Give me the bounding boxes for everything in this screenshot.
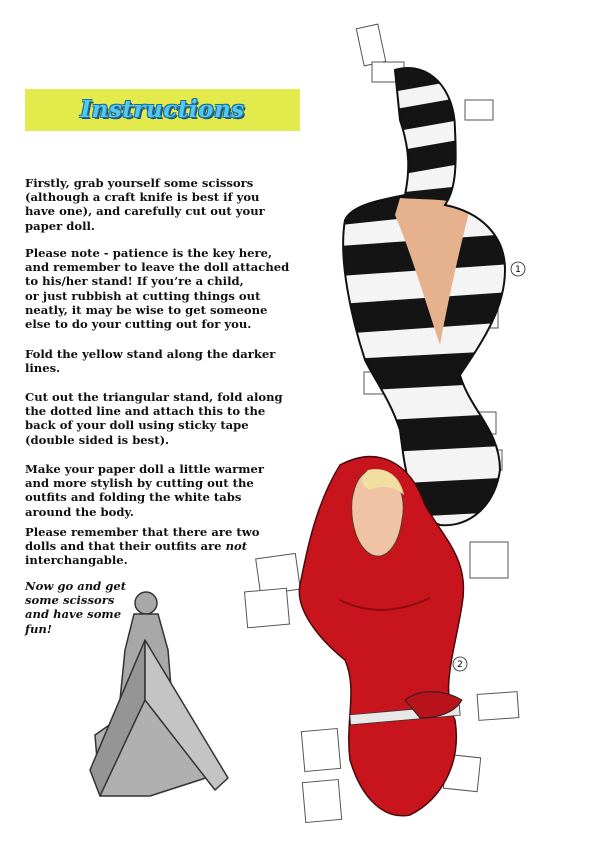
instruction-paragraph: Please note - patience is the key here, and remember to leave the doll attached to his/her stand! If you’re a child, or just rubbish at cutting things out neatly, it may be wise to get someone else to do your cutting out for you. <box>25 246 290 332</box>
note-text-end: interchangable. <box>25 553 128 568</box>
outfit-number-1-label: 1 <box>515 265 521 275</box>
instruction-paragraph: Cut out the triangular stand, fold along the dotted line and attach this to the back of your doll using sticky tape (double sided is best). <box>25 390 283 447</box>
outfit-number-2-label: 2 <box>457 660 463 670</box>
page-title: Instructions <box>80 96 245 123</box>
instruction-paragraph: Firstly, grab yourself some scissors (although a craft knife is best if you have one), and carefully cut out your paper doll. <box>25 176 265 233</box>
instruction-paragraph: Fold the yellow stand along the darker lines. <box>25 347 276 376</box>
closing-message: Now go and get some scissors and have some fun! <box>25 579 127 636</box>
triangular-stand <box>90 592 228 796</box>
note-text: Please remember that there are two dolls and that their outfits are <box>25 525 260 554</box>
instruction-paragraph: Make your paper doll a little warmer and more stylish by cutting out the outfits and folding the white tabs around the body. <box>25 462 265 519</box>
note-emphasis: not <box>225 539 248 554</box>
